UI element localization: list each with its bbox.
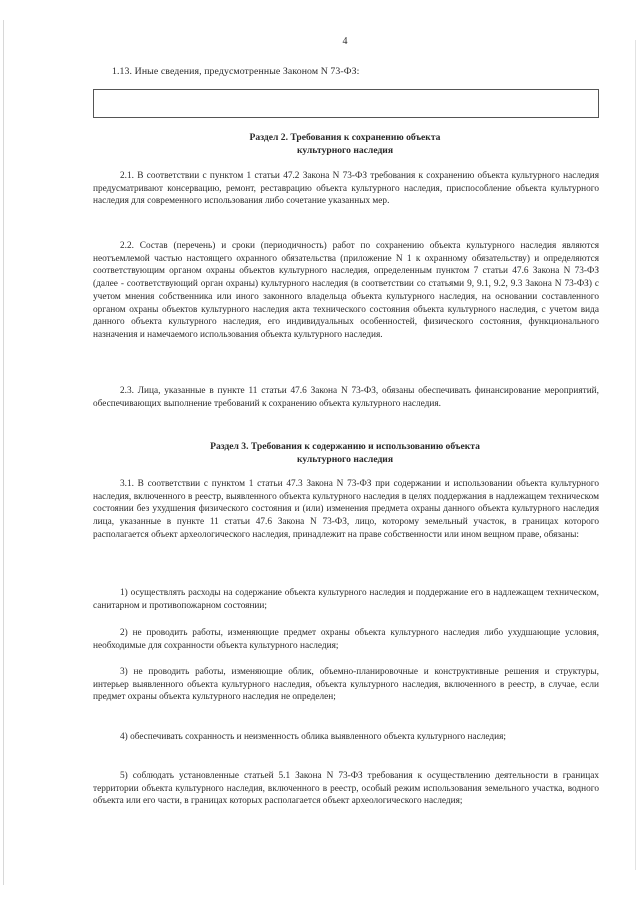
- paragraph-2-2: 2.2. Состав (перечень) и сроки (периодичность) работ по сохранению объекта культурного наследия являются неотъемлемой частью настоящего охранного обязательства (приложение N 1 к охранному обязательству) и определяются соответствующим органом охраны объектов культурного наследия, определенным пунктом 7 статьи 47.6 Закона N 73-ФЗ (далее - соответствующий орган охраны) культурного наследия (в соответствии со статьями 9, 9.1, 9.2, 9.3 Закона N 73-ФЗ) с учетом мнения собственника или иного законного владельца объекта культурного наследия, на основании составленного органом охраны объектов культурного наследия акта технического состояния объекта культурного наследия, с учетом вида данного объекта культурного наследия, его индивидуальных особенностей, физического состояния, функционального назначения и намечаемого использования объекта культурного наследия.: [93, 241, 599, 340]
- paragraph-3-1: 3.1. В соответствии с пунктом 1 статьи 47.3 Закона N 73-ФЗ при содержании и использовании объекта культурного наследия, включенного в реестр, выявленного объекта культурного наследия в целях поддержания в надлежащем техническом состоянии без ухудшения физического состояния и (или) изменения предмета охраны данного объекта культурного наследия лица, указанные в пункте 11 статьи 47.6 Закона N 73-ФЗ, лицо, которому земельный участок, в границах которого располагается объект археологического наследия, принадлежит на праве собственности или ином вещном праве, обязаны:: [93, 479, 599, 540]
- item-1-13-value-box: [93, 89, 599, 118]
- item-1-13-label: 1.13. Иные сведения, предусмотренные Законом N 73-ФЗ:: [112, 66, 360, 77]
- paragraph-2-3: 2.3. Лица, указанные в пункте 11 статьи 47.6 Закона N 73-ФЗ, обязаны обеспечивать финансирование мероприятий, обеспечивающих выполнение требований к сохранению объекта культурного наследия.: [93, 386, 599, 409]
- section-2-heading-line-2: культурного наследия: [296, 145, 394, 156]
- section-2-heading-line-1: Раздел 2. Требования к сохранению объекта: [249, 132, 441, 143]
- list-item-4: 4) обеспечивать сохранность и неизменность облика выявленного объекта культурного наследия;: [120, 732, 506, 742]
- section-3-heading-line-2: культурного наследия: [296, 454, 394, 465]
- scan-edge-right: [635, 40, 636, 870]
- scan-edge-left: [3, 20, 4, 885]
- list-item-1: 1) осуществлять расходы на содержание объекта культурного наследия и поддержание его в надлежащем техническом, санитарном и противопожарном состоянии;: [93, 588, 599, 611]
- section-2-heading: [90, 131, 600, 157]
- list-item-2: 2) не проводить работы, изменяющие предмет охраны объекта культурного наследия либо ухудшающие условия, необходимые для сохранности объекта культурного наследия;: [93, 628, 599, 651]
- section-3-heading: [90, 440, 600, 466]
- page-number: 4: [342, 36, 348, 47]
- paragraph-2-1: 2.1. В соответствии с пунктом 1 статьи 47.2 Закона N 73-ФЗ требования к сохранению объекта культурного наследия предусматривают консервацию, ремонт, реставрацию объекта культурного наследия, приспособление объекта культурного наследия для современного использования либо сочетание указанных мер.: [93, 171, 599, 207]
- list-item-3: 3) не проводить работы, изменяющие облик, объемно-планировочные и конструктивные решения и структуры, интерьер выявленного объекта культурного наследия, объекта культурного наследия, включенного в реестр, в случае, если предмет охраны объекта культурного наследия не определен;: [93, 667, 599, 703]
- section-3-heading-line-1: Раздел 3. Требования к содержанию и использованию объекта: [210, 441, 480, 452]
- list-item-5: 5) соблюдать установленные статьей 5.1 Закона N 73-ФЗ требования к осуществлению деятельности в границах территории объекта культурного наследия, включенного в реестр, особый режим использования земельного участка, водного объекта или его части, в границах которых располагается объект археологического наследия;: [93, 771, 599, 807]
